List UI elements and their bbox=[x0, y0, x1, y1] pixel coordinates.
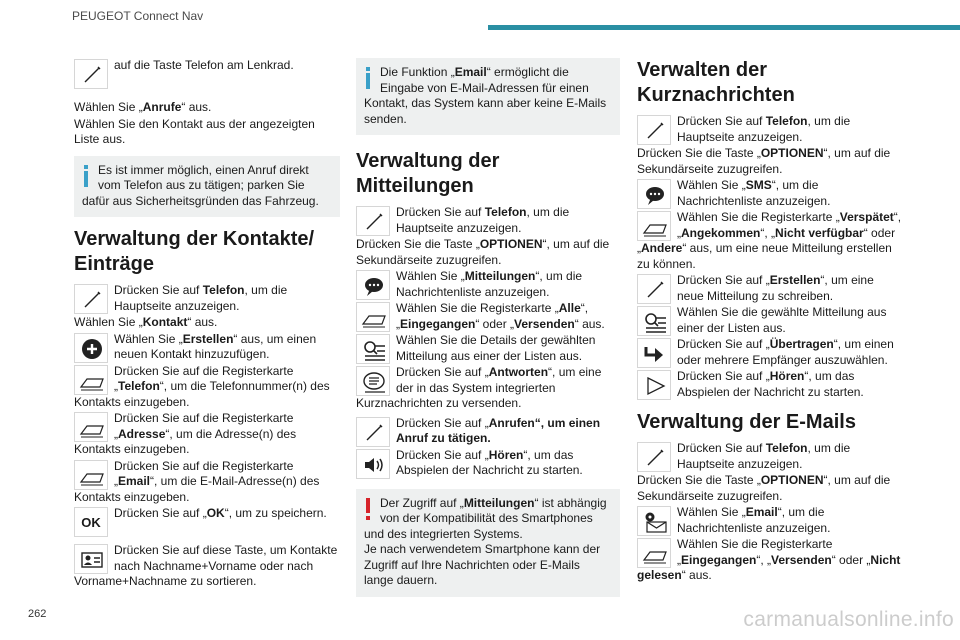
warning-box: Der Zugriff auf „Mitteilungen“ ist abhängig von der Kompatibilität des Smartphones und des integrierten Systems. Je nach verwendetem Smartphone kann der Zugriff auf Ihre Nachrichten oder E-Mails lange dauern. bbox=[356, 489, 620, 597]
step-listen: Drücken Sie auf „Hören“, um das Abspielen der Nachricht zu starten. bbox=[356, 448, 620, 479]
paragraph-options: Drücken Sie die Taste „OPTIONEN“, um auf die Sekundärseite zuzugreifen. bbox=[637, 146, 891, 176]
step-create: Drücken Sie auf „Erstellen“, um eine neue Mitteilung zu schreiben. bbox=[637, 273, 903, 304]
step-tab-email: Drücken Sie auf die Registerkarte „Email“, um die E-Mail-Adresse(n) des Kontakts einzugeben. bbox=[74, 458, 320, 504]
warning-icon bbox=[364, 498, 372, 520]
step-press-telefon: Drücken Sie auf Telefon, um die Hauptseite anzuzeigen. bbox=[637, 114, 903, 145]
section-heading-messages: Verwaltung der Mitteilungen bbox=[356, 150, 500, 197]
tab-icon bbox=[74, 460, 108, 490]
step-email-tabs: Wählen Sie die Registerkarte „Eingegangen“, „Versenden“ oder „Nicht gelesen“ aus. bbox=[637, 537, 901, 582]
paragraph-options: Drücken Sie die Taste „OPTIONEN“, um auf die Sekundärseite zuzugreifen. bbox=[637, 473, 891, 503]
step-sort: Drücken Sie auf diese Taste, um Kontakte nach Nachname+Vorname oder nach Vorname+Nachname zu sortieren. bbox=[74, 543, 338, 588]
list-icon bbox=[356, 366, 390, 396]
info-icon bbox=[82, 165, 90, 187]
step-transfer: Drücken Sie auf „Übertragen“, um einen oder mehrere Empfänger auszuwählen. bbox=[637, 337, 903, 368]
step-tabs: Wählen Sie die Registerkarte „Alle“, „Eingegangen“ oder „Versenden“ aus. bbox=[356, 301, 620, 332]
sort-icon bbox=[74, 544, 108, 574]
tab-icon bbox=[74, 412, 108, 442]
pen-icon bbox=[356, 417, 390, 447]
pen-icon bbox=[637, 442, 671, 472]
paragraph-options: Drücken Sie die Taste „OPTIONEN“, um auf die Sekundärseite zuzugreifen. bbox=[356, 237, 610, 267]
header-title: PEUGEOT Connect Nav bbox=[72, 9, 204, 23]
step-answer: Drücken Sie auf „Antworten“, um eine der in das System integrierten Kurznachrichten zu versenden. bbox=[356, 365, 602, 410]
plus-circle-icon bbox=[74, 333, 108, 363]
step-press-telefon: Drücken Sie auf Telefon, um die Hauptseite anzuzeigen. bbox=[74, 283, 340, 314]
watermark: carmanualsonline.info bbox=[743, 608, 954, 631]
section-heading-sms: Verwalten der Kurznachrichten bbox=[637, 59, 795, 106]
step-details: Wählen Sie die Details der gewählten Mitteilung aus einer der Listen aus. bbox=[356, 333, 620, 364]
column-middle bbox=[356, 58, 620, 605]
step-call: Drücken Sie auf „Anrufen“, um einen Anruf zu tätigen. bbox=[356, 416, 620, 447]
pen-icon bbox=[356, 206, 390, 236]
step-tabs: Wählen Sie die Registerkarte „Verspätet“, „Angekommen“, „Nicht verfügbar“ oder „Andere“ aus, um eine neue Mitteilung erstellen zu können. bbox=[637, 210, 902, 271]
info-box-email: Die Funktion „Email“ ermöglicht die Eingabe von E-Mail-Adressen für einen Kontakt, das System kann aber keine E-Mails senden. bbox=[356, 58, 620, 135]
step-press-telefon: Drücken Sie auf Telefon, um die Hauptseite anzuzeigen. bbox=[356, 205, 620, 236]
tab-icon bbox=[637, 538, 671, 568]
step-phone-wheel: auf die Taste Telefon am Lenkrad. bbox=[74, 58, 340, 89]
paragraph-select-contact-tab: Wählen Sie „Kontakt“ aus. bbox=[74, 315, 218, 329]
play-icon bbox=[637, 370, 671, 400]
tab-icon bbox=[74, 365, 108, 395]
pen-icon bbox=[74, 59, 108, 89]
chat-icon bbox=[637, 179, 671, 209]
tab-icon bbox=[637, 211, 671, 241]
step-email: Wählen Sie „Email“, um die Nachrichtenliste anzuzeigen. bbox=[637, 505, 903, 536]
list-search-icon bbox=[637, 306, 671, 336]
chat-icon bbox=[356, 270, 390, 300]
step-ok: OK Drücken Sie auf „OK“, um zu speichern. bbox=[74, 506, 340, 537]
ok-icon: OK bbox=[74, 507, 108, 537]
tab-icon bbox=[356, 302, 390, 332]
pen-icon bbox=[637, 274, 671, 304]
pen-icon bbox=[74, 284, 108, 314]
paragraph-select-contact: Wählen Sie den Kontakt aus der angezeigten Liste aus. bbox=[74, 116, 315, 146]
list-search-icon bbox=[356, 334, 390, 364]
column-right bbox=[637, 58, 903, 585]
step-press-telefon: Drücken Sie auf Telefon, um die Hauptseite anzuzeigen. bbox=[637, 441, 903, 472]
header-accent-bar bbox=[488, 25, 960, 30]
step-listen: Drücken Sie auf „Hören“, um das Abspielen der Nachricht zu starten. bbox=[637, 369, 903, 400]
step-create-contact: Wählen Sie „Erstellen“ aus, um einen neuen Kontakt hinzuzufügen. bbox=[74, 332, 340, 363]
info-icon bbox=[364, 67, 372, 89]
section-heading-emails: Verwaltung der E-Mails bbox=[637, 411, 856, 433]
email-icon bbox=[637, 506, 671, 536]
column-left bbox=[74, 58, 340, 591]
info-box-call: Es ist immer möglich, einen Anruf direkt vom Telefon aus zu tätigen; parken Sie dafür aus Sicherheitsgründen das Fahrzeug. bbox=[74, 156, 340, 218]
send-arrow-icon bbox=[637, 338, 671, 368]
step-tab-telefon: Drücken Sie auf die Registerkarte „Telefon“, um die Telefonnummer(n) des Kontakts einzugeben. bbox=[74, 363, 330, 409]
pen-icon bbox=[637, 115, 671, 145]
page-number: 262 bbox=[28, 608, 47, 620]
step-tab-adresse: Drücken Sie auf die Registerkarte „Adresse“, um die Adresse(n) des Kontakts einzugeben. bbox=[74, 411, 297, 456]
step-sms: Wählen Sie „SMS“, um die Nachrichtenliste anzuzeigen. bbox=[637, 178, 903, 209]
paragraph-calls: Wählen Sie „Anrufe“ aus. bbox=[74, 100, 212, 114]
step-mitteilungen: Wählen Sie „Mitteilungen“, um die Nachrichtenliste anzuzeigen. bbox=[356, 269, 620, 300]
speaker-icon bbox=[356, 449, 390, 479]
step-select-message: Wählen Sie die gewählte Mitteilung aus einer der Listen aus. bbox=[637, 305, 903, 336]
section-heading-contacts: Verwaltung der Kontakte/ Einträge bbox=[74, 228, 315, 275]
